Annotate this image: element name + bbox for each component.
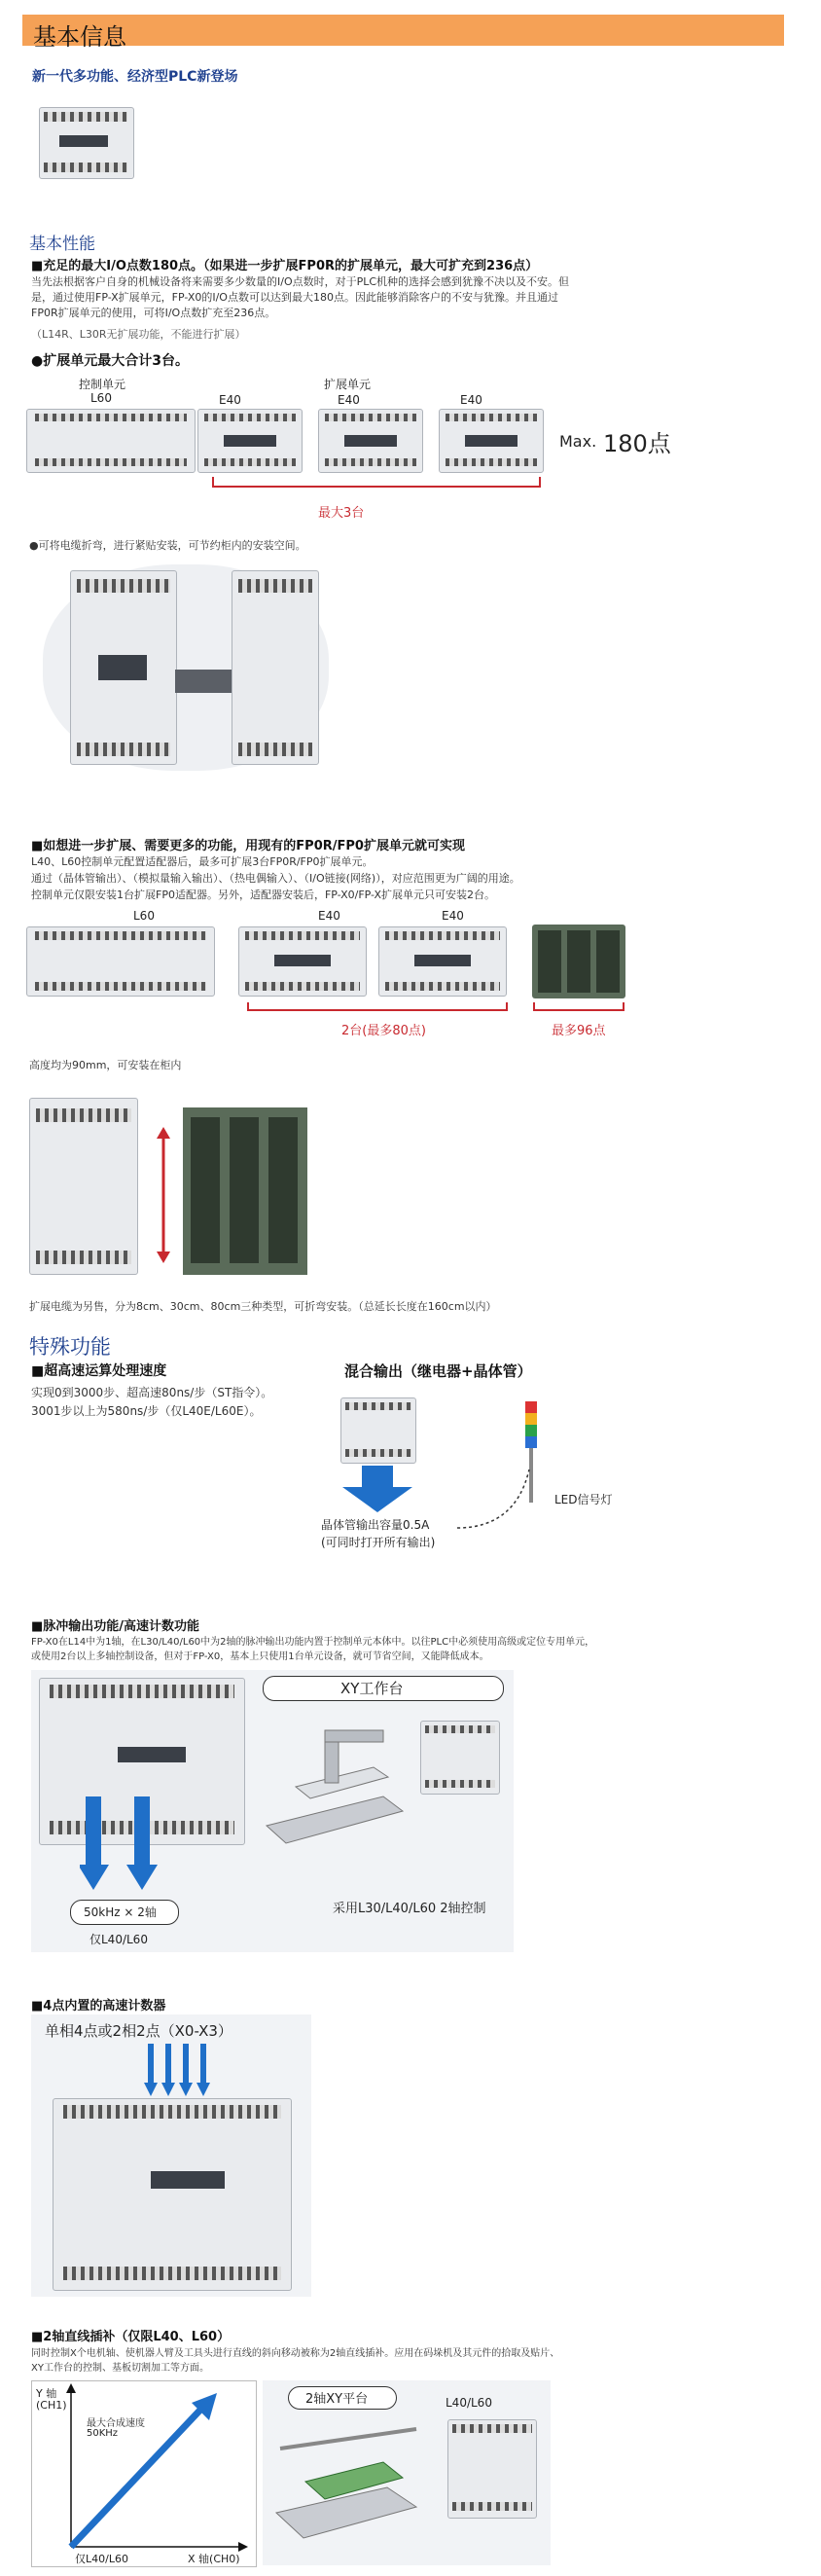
section-header-bar [22,15,784,46]
interp-p2: XY工作台的控制、基板切割加工等方面。 [31,2363,209,2374]
s3-p3: 控制单元仅限安装1台扩展FP0适配器。另外，适配器安装后，FP-X0/FP-X扩展单元只可安装2台。 [31,889,496,901]
led-wire [457,1460,535,1538]
interp-xy-diagram [263,2380,551,2565]
d1-units-label: 最大3台 [318,506,365,521]
height-arrow [154,1127,173,1263]
mixed-arrow [340,1466,414,1512]
d1-control-unit [26,409,196,473]
pulse-xy-label: XY工作台 [340,1680,404,1697]
d2-e40-unit-1 [238,926,367,997]
led-label: LED信号灯 [554,1493,613,1506]
d1-control-label: 控制单元 [79,378,126,391]
d2-control-unit [26,926,215,997]
d2-two-units-label: 2台(最多80点) [341,1024,426,1038]
interp-ch1: (CH1) [36,2399,67,2412]
pulse-freq: 50kHz × 2轴 [84,1905,157,1919]
interp-title: ■2轴直线插补（仅限L40、L60） [31,2330,231,2344]
d1-max-label: Max. [559,432,597,451]
s1-p3: FP0R扩展单元的使用，可将I/O点数扩充至236点。 [31,307,276,319]
interp-x-axis: X 轴(CH0) [188,2553,240,2565]
counter-label: 单相4点或2相2点（X0-X3） [45,2022,232,2040]
d1-e40-unit-1 [197,409,303,473]
height-photo-fp0 [183,1107,307,1275]
speed-p2: 3001步以上为580ns/步（仅L40E/L60E）。 [31,1404,262,1418]
s3-p1: L40、L60控制单元配置适配器后，最多可扩展3台FP0R/FP0扩展单元。 [31,855,374,868]
cable-bending-photo [43,564,329,771]
special-heading: 特殊功能 [29,1335,111,1359]
pulse-ctrl-label: 采用L30/L40/L60 2轴控制 [333,1902,486,1916]
xy2-plc [447,2419,537,2519]
counter-plc [53,2098,292,2291]
s1-p1: 当先法根据客户自身的机械设备将来需要多少数量的I/O点数时，对于PLC机种的选择会感到犹豫不决以及不安。但 [31,275,570,288]
height-photo [29,1088,309,1279]
d1-l60-label: L60 [90,391,112,405]
interp-graph [31,2380,257,2567]
counter-arrows [142,2044,220,2102]
photo-unit-right [232,570,319,765]
d2-e40-label-2: E40 [442,909,464,923]
s1-title: ■充足的最大I/O点数180点。（如果进一步扩展FP0R的扩展单元，最大可扩充到236点） [31,259,539,273]
d2-l60-label: L60 [133,909,155,923]
height-photo-plc [29,1098,138,1275]
s3-p2: 通过（晶体管输出）、（模拟量输入输出）、（热电偶输入）、（I/O链接(网络)），对应范围更为广阔的用途。 [31,872,520,885]
product-photo [39,107,134,179]
interp-xy2-label: 2轴XY平台 [305,2392,369,2407]
s3-title: ■如想进一步扩展、需要更多的功能，用现有的FP0R/FP0扩展单元就可实现 [31,839,465,853]
d2-fp0-units [532,925,625,998]
counter-diagram [31,2014,311,2297]
expansion-diagram-1 [26,374,671,529]
xy-plc [420,1721,500,1795]
d1-bracket [211,475,542,494]
d2-e40-unit-2 [378,926,507,997]
expansion-diagram-2 [26,907,625,1043]
interp-model: L40/L60 [446,2396,492,2410]
interp-y-axis: Y 轴 [36,2387,57,2400]
d1-e40-label-2: E40 [338,393,360,407]
pulse-diagram [31,1670,514,1952]
intro-subtitle: 新一代多功能、经济型PLC新登场 [32,69,238,85]
xy-table-drawing [257,1719,412,1865]
led-tower-icon [525,1401,537,1456]
mixed-plc [340,1397,416,1464]
s1-p2: 是，通过使用FP-X扩展单元，FP-X0的I/O点数可以达到最大180点。因此能够消除客户的不安与犹豫。并且通过 [31,291,558,304]
basic-heading: 基本性能 [29,235,95,254]
cable-note: ●可将电缆折弯，进行紧贴安装，可节约柜内的安装空间。 [29,539,306,552]
pulse-only: 仅L40/L60 [89,1933,148,1946]
photo-unit-left [70,570,177,765]
interp-only: 仅L40/L60 [75,2553,128,2565]
d2-96-label: 最多96点 [552,1024,606,1038]
d1-e40-unit-3 [439,409,544,473]
mixed-output-1: 晶体管输出容量0.5A [321,1518,430,1532]
d1-e40-label-3: E40 [460,393,482,407]
cable-type-note: 扩展电缆为另售，分为8cm、30cm、80cm三种类型，可折弯安装。（总延长长度在160cm以内） [29,1300,497,1313]
d1-e40-label-1: E40 [219,393,241,407]
d2-bracket-96 [532,1000,625,1016]
interp-khz: 50KHz [87,2428,119,2439]
xy2-table-drawing [270,2419,426,2556]
mixed-title: 混合输出（继电器+晶体管） [344,1362,532,1380]
d2-e40-label-1: E40 [318,909,340,923]
interp-speed: 最大合成速度 [87,2418,145,2429]
d1-e40-unit-2 [318,409,423,473]
photo-cable [175,670,232,693]
d2-bracket-two [246,1000,509,1016]
page-title: 基本信息 [33,23,126,51]
pulse-arrows [80,1796,177,1894]
d1-max-value: 180点 [603,430,671,457]
counter-title: ■4点内置的高速计数器 [31,1999,166,2014]
pulse-p1: FP-X0在L14中为1轴，在L30/L40/L60中为2轴的脉冲输出功能内置于控制单元本体中。以往PLC中必须使用高级或定位专用单元， [31,1637,595,1648]
s1-note: （L14R、L30R无扩展功能，不能进行扩展） [31,328,246,341]
height-note: 高度均为90mm，可安装在柜内 [29,1059,182,1071]
d1-expansion-label: 扩展单元 [324,378,372,391]
mixed-output-2: (可同时打开所有输出) [321,1536,436,1549]
speed-p1: 实现0到3000步、超高速80ns/步（ST指令）。 [31,1386,273,1399]
pulse-title: ■脉冲输出功能/高速计数功能 [31,1619,200,1634]
speed-title: ■超高速运算处理速度 [31,1363,167,1379]
s2-title: ●扩展单元最大合计3台。 [31,353,189,369]
pulse-p2: 或使用2台以上多轴控制设备，但对于FP-X0，基本上只使用1台单元设备，就可节省空间，又能降低成本。 [31,1651,489,1662]
interp-p1: 同时控制X个电机轴、使机器人臂及工具头进行直线的斜向移动被称为2轴直线插补。应用在码垛机及其元件的拾取及贴片、 [31,2348,560,2359]
